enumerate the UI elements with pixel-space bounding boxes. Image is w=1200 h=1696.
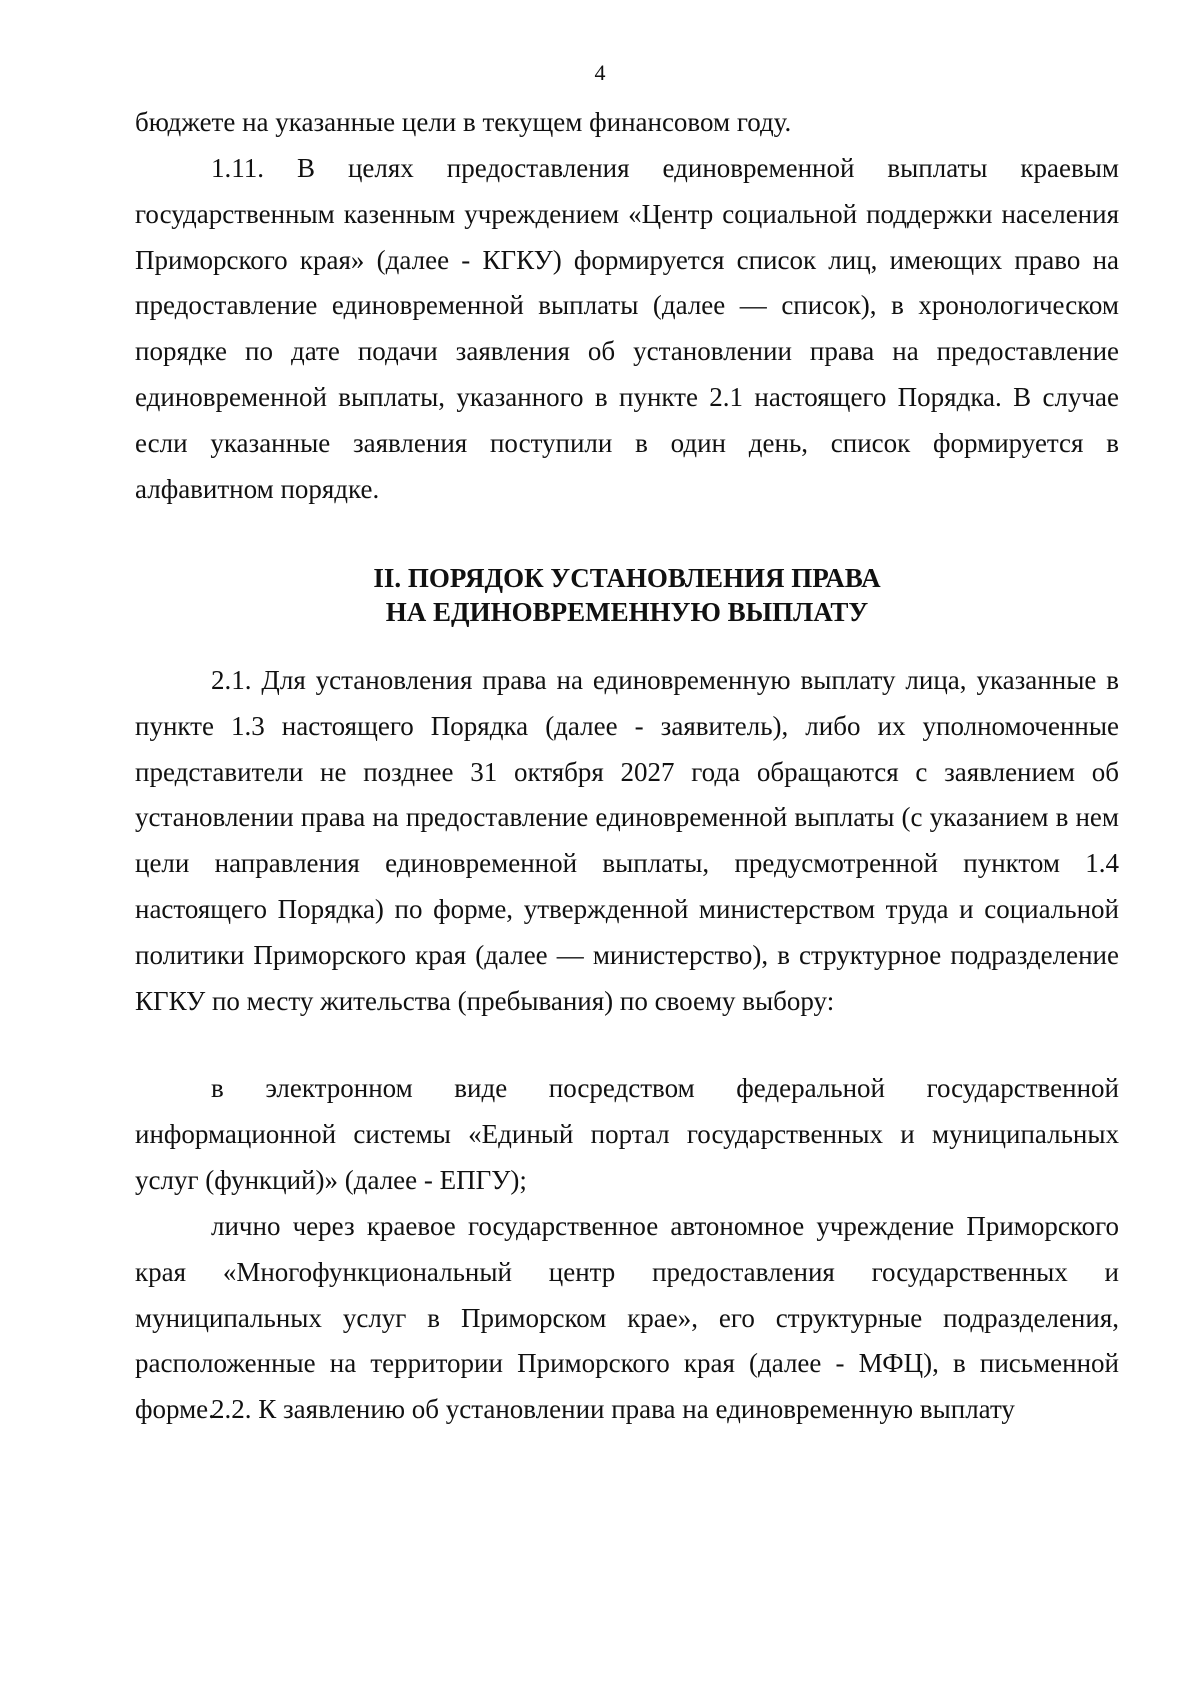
paragraph-epgu: в электронном виде посредством федеральной государственной информационной системы «Единый портал государственных и муниципальных услуг (функций)» (далее - ЕПГУ); — [135, 1073, 1119, 1195]
paragraph-1-11: 1.11. В целях предоставления единовременной выплаты краевым государственным казенным учреждением «Центр социальной поддержки населения Приморского края» (далее - КГКУ) формируется список лиц, имеющих право на предоставление единовременной выплаты (далее — список), в хронологическом порядке по дате подачи заявления об установлении права на предоставление единовременной выплаты, указанного в пункте 2.1 настоящего Порядка. В случае если указанные заявления поступили в один день, список формируется в алфавитном порядке. — [135, 153, 1119, 504]
section-heading-line1: II. ПОРЯДОК УСТАНОВЛЕНИЯ ПРАВА — [373, 563, 881, 593]
paragraph-mfc: лично через краевое государственное автономное учреждение Приморского края «Многофункциональный центр предоставления государственных и муниципальных услуг в Приморском крае», его структурные подразделения, расположенные на территории Приморского края (далее - МФЦ), в письменной форме. — [135, 1211, 1119, 1425]
paragraph-intro: бюджете на указанные цели в текущем финансовом году. — [135, 107, 792, 137]
section-heading-line2: НА ЕДИНОВРЕМЕННУЮ ВЫПЛАТУ — [385, 597, 869, 627]
paragraph-2-2: 2.2. К заявлению об установлении права на единовременную выплату — [211, 1394, 1015, 1424]
section-heading — [135, 561, 1119, 629]
paragraph-2-1: 2.1. Для установления права на единовременную выплату лица, указанные в пункте 1.3 настоящего Порядка (далее - заявитель), либо их уполномоченные представители не позднее 31 октября 2027 года обращаются с заявлением об установлении права на предоставление единовременной выплаты (с указанием в нем цели направления единовременной выплаты, предусмотренной пунктом 1.4 настоящего Порядка) по форме, утвержденной министерством труда и социальной политики Приморского края (далее — министерство), в структурное подразделение КГКУ по месту жительства (пребывания) по своему выбору: — [135, 665, 1119, 1016]
page-number: 4 — [594, 60, 606, 85]
